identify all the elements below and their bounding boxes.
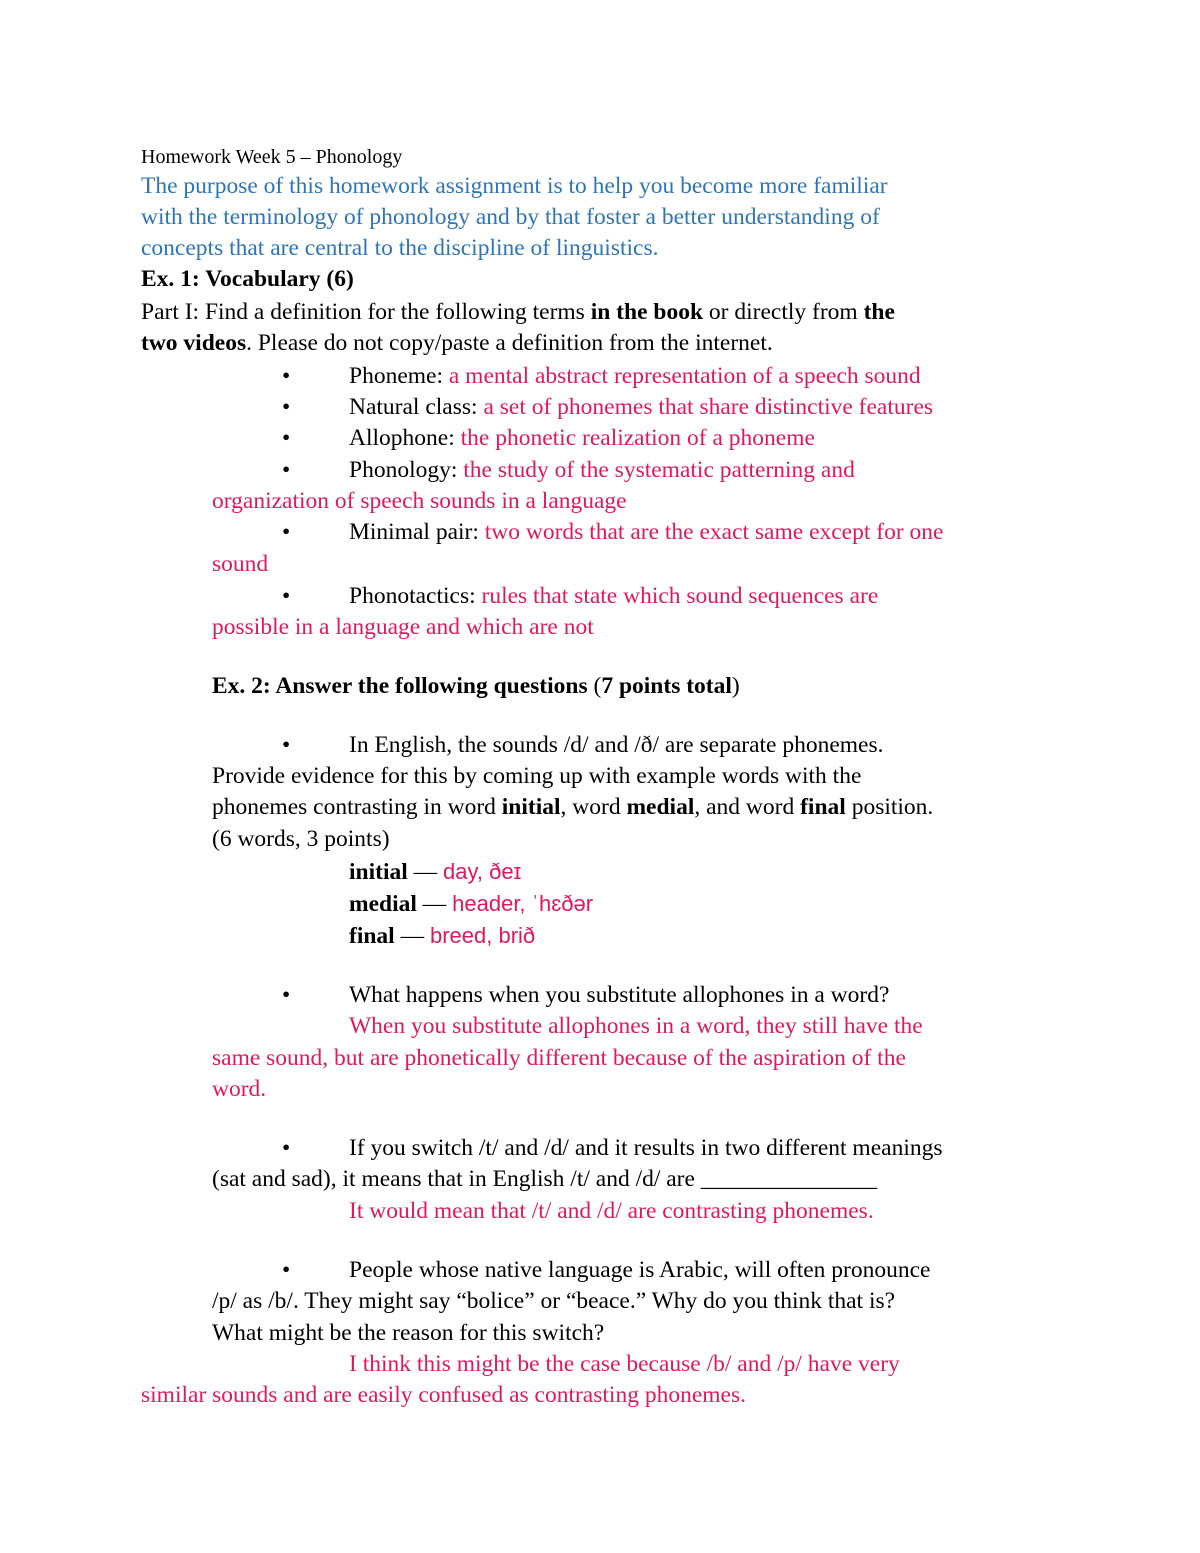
document-title: Homework Week 5 – Phonology xyxy=(141,146,403,168)
purpose-line-1: The purpose of this homework assignment is to help you become more familiar xyxy=(141,173,888,199)
q4-line-1: People whose native language is Arabic, will often pronounce xyxy=(349,1257,931,1283)
q4-line-3: What might be the reason for this switch? xyxy=(212,1320,605,1346)
term-allophone: Allophone: the phonetic realization of a phoneme xyxy=(349,425,815,451)
q4-line-2: /p/ as /b/. They might say “bolice” or “beace.” Why do you think that is? xyxy=(212,1288,896,1314)
answer-initial: initial — day, ðeɪ xyxy=(349,859,522,885)
bullet-icon: • xyxy=(282,982,291,1008)
ex1-instructions-line-1: Part I: Find a definition for the following terms in the book or directly from the xyxy=(141,299,895,325)
bullet-icon: • xyxy=(282,583,291,609)
answer-medial: medial — header, ˈhɛðər xyxy=(349,891,594,917)
q2-question: What happens when you substitute allophones in a word? xyxy=(349,982,890,1008)
term-minimal-pair-continued: sound xyxy=(212,551,269,577)
q3-line-1: If you switch /t/ and /d/ and it results in two different meanings xyxy=(349,1135,943,1161)
term-minimal-pair: Minimal pair: two words that are the exact same except for one xyxy=(349,519,944,545)
q1-line-3: phonemes contrasting in word initial, word medial, and word final position. xyxy=(212,794,934,820)
term-phonotactics: Phonotactics: rules that state which sound sequences are xyxy=(349,583,879,609)
q4-answer-line-1: I think this might be the case because /b/ and /p/ have very xyxy=(349,1351,900,1377)
q2-answer-line-2: same sound, but are phonetically different because of the aspiration of the xyxy=(212,1045,906,1071)
ex1-heading: Ex. 1: Vocabulary (6) xyxy=(141,266,354,292)
term-natural-class: Natural class: a set of phonemes that share distinctive features xyxy=(349,394,934,420)
answer-final: final — breed, brið xyxy=(349,923,536,949)
bullet-icon: • xyxy=(282,1257,291,1283)
ex1-instructions-line-2: two videos. Please do not copy/paste a definition from the internet. xyxy=(141,330,773,356)
bullet-icon: • xyxy=(282,425,291,451)
bullet-icon: • xyxy=(282,732,291,758)
purpose-line-3: concepts that are central to the discipline of linguistics. xyxy=(141,235,659,261)
bullet-icon: • xyxy=(282,1135,291,1161)
q1-line-2: Provide evidence for this by coming up with example words with the xyxy=(212,763,862,789)
q3-answer: It would mean that /t/ and /d/ are contrasting phonemes. xyxy=(349,1198,874,1224)
term-phonotactics-continued: possible in a language and which are not xyxy=(212,614,594,640)
q2-answer-line-1: When you substitute allophones in a word, they still have the xyxy=(349,1013,923,1039)
q1-line-4: (6 words, 3 points) xyxy=(212,826,390,852)
q4-answer-line-2: similar sounds and are easily confused as contrasting phonemes. xyxy=(141,1382,746,1408)
purpose-line-2: with the terminology of phonology and by that foster a better understanding of xyxy=(141,204,880,230)
bullet-icon: • xyxy=(282,363,291,389)
term-phoneme: Phoneme: a mental abstract representation of a speech sound xyxy=(349,363,921,389)
ex2-heading: Ex. 2: Answer the following questions (7 points total) xyxy=(212,673,740,699)
bullet-icon: • xyxy=(282,394,291,420)
q3-line-2: (sat and sad), it means that in English /t/ and /d/ are _______________ xyxy=(212,1166,878,1192)
q2-answer-line-3: word. xyxy=(212,1076,267,1102)
term-phonology-continued: organization of speech sounds in a language xyxy=(212,488,627,514)
bullet-icon: • xyxy=(282,519,291,545)
term-phonology: Phonology: the study of the systematic patterning and xyxy=(349,457,855,483)
bullet-icon: • xyxy=(282,457,291,483)
q1-line-1: In English, the sounds /d/ and /ð/ are separate phonemes. xyxy=(349,732,884,758)
